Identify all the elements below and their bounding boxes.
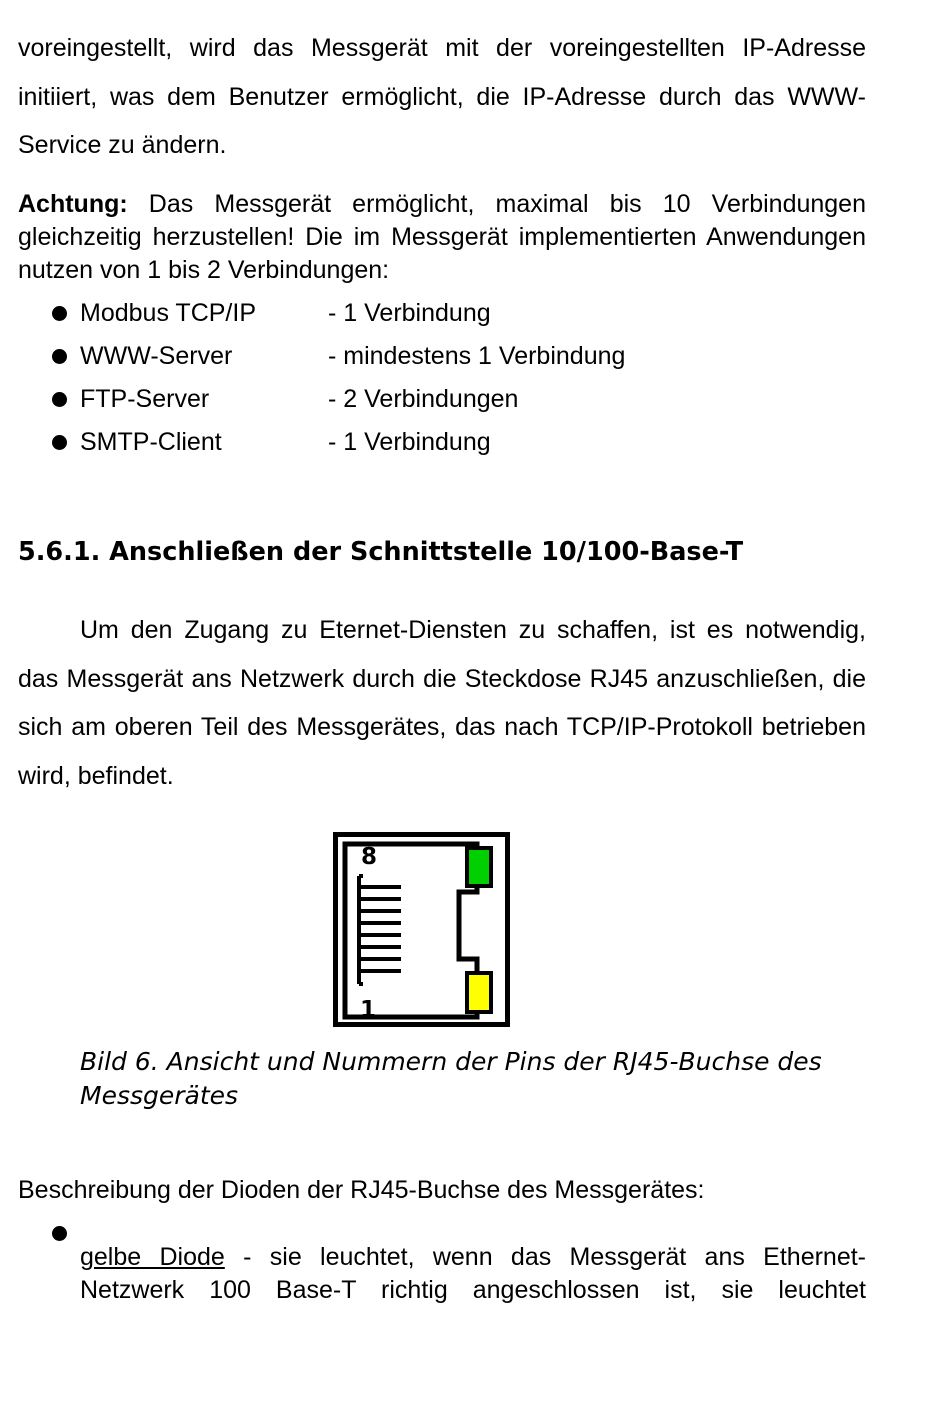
bullet-icon [52,392,67,407]
list-item [18,1216,866,1332]
connection-name: FTP-Server [80,385,210,413]
bullet-icon [52,435,67,450]
figure-caption: Bild 6. Ansicht und Nummern der Pins der RJ45-Buchse des Messgerätes [80,1047,822,1110]
connection-name: SMTP-Client [80,428,222,456]
connection-name: Modbus TCP/IP [80,299,257,327]
warning-paragraph [18,188,866,287]
diode-text: - sie leuchtet, wenn das Messgerät ans Ethernet-Netzwerk 100 Base-T richtig angeschlossen ist, sie leuchtet [80,1243,867,1304]
connections-list [18,296,866,468]
connection-name: WWW-Server [80,342,233,370]
section-body [18,606,866,800]
warning-label: Achtung: [18,190,128,218]
connection-desc: - 1 Verbindung [328,299,491,327]
rj45-socket-diagram [333,832,510,1027]
yellow-led [467,973,491,1012]
pin-number-top: 8 [361,844,378,870]
diodes-title: Beschreibung der Dioden der RJ45-Buchse des Messgerätes: [18,1176,705,1204]
intro-paragraph: voreingestellt, wird das Messgerät mit der voreingestellten IP-Adresse initiiert, was dem Benutzer ermöglicht, die IP-Adresse durch das WWW-Service zu ändern. [18,34,866,159]
bullet-icon [52,349,67,364]
section-heading: 5.6.1. Anschließen der Schnittstelle 10/100-Base-T [18,537,744,567]
warning-text: Das Messgerät ermöglicht, maximal bis 10 Verbindungen gleichzeitig herzustellen! Die im Messgerät implementierten Anwendungen nutzen von 1 bis 2 Verbindungen: [18,190,866,284]
pin-number-bottom: 1 [360,997,377,1023]
green-led [467,848,491,886]
connection-desc: - 2 Verbindungen [328,385,519,413]
connection-desc: - mindestens 1 Verbindung [328,342,626,370]
list-item [18,339,866,382]
diode-label: gelbe Diode [80,1243,225,1271]
list-item [18,425,866,468]
diode-description [80,1241,866,1307]
list-item [18,382,866,425]
connection-desc: - 1 Verbindung [328,428,491,456]
list-item [18,296,866,339]
section-body-text: Um den Zugang zu Eternet-Diensten zu schaffen, ist es notwendig, das Messgerät ans Netzwerk durch die Steckdose RJ45 anzuschließen, die sich am oberen Teil des Messgerätes, das nach TCP/IP-Protokoll betrieben wird, befindet. [18,616,866,790]
bullet-icon [52,306,67,321]
bullet-icon [52,1226,67,1241]
